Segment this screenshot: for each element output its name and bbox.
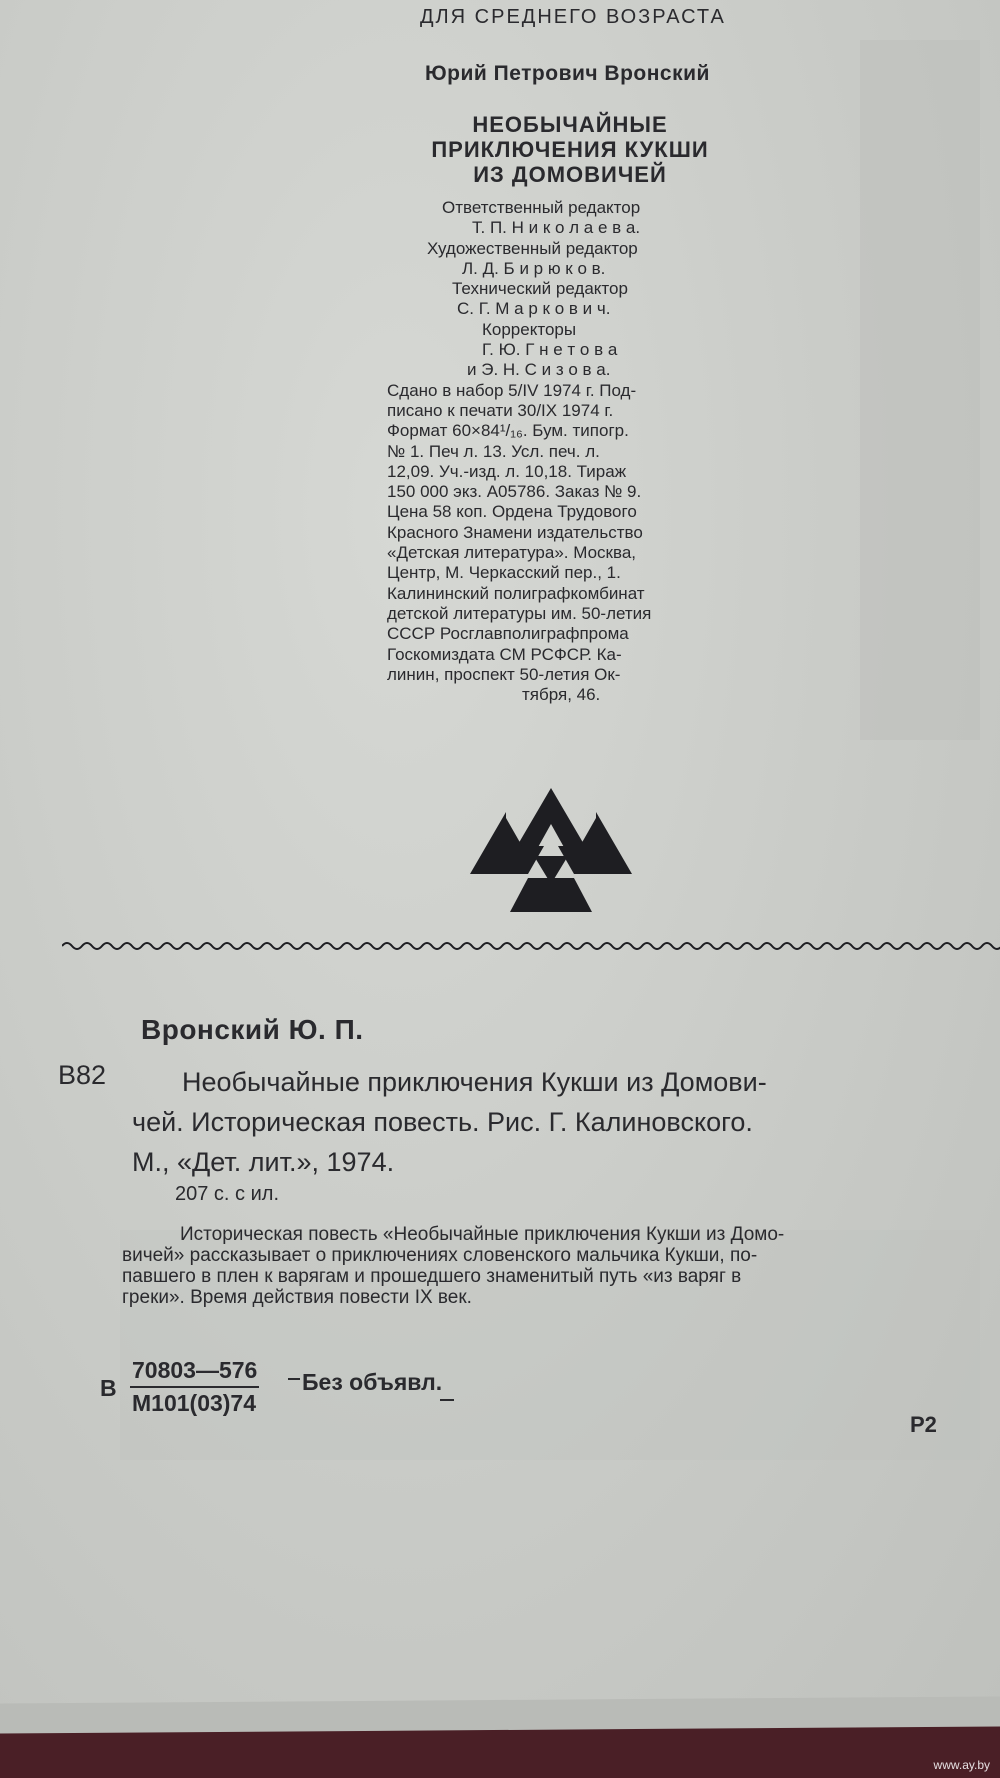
- catalog-line: Необычайные приключения Кукши из Домови-: [182, 1067, 767, 1097]
- annotation-line: греки». Время действия повести IX век.: [122, 1287, 472, 1308]
- catalog-line: М., «Дет. лит.», 1974.: [132, 1147, 395, 1177]
- title-line: ИЗ ДОМОВИЧЕЙ: [473, 162, 667, 187]
- credit-line: детской литературы им. 50-летия: [387, 603, 652, 623]
- credit-line: Г. Ю. Г н е т о в а: [482, 340, 618, 360]
- index-numerator: 70803—576: [130, 1357, 259, 1388]
- credit-line: Цена 58 коп. Ордена Трудового: [387, 502, 637, 522]
- credit-line: Формат 60×84¹/₁₆. Бум. типогр.: [387, 421, 629, 441]
- credit-line: Художественный редактор: [427, 238, 638, 258]
- page-bottom-edge: [0, 1697, 1000, 1734]
- no-advert-underline: [440, 1399, 454, 1401]
- index-letter: В: [100, 1375, 117, 1401]
- credit-line: Корректоры: [482, 319, 577, 339]
- credit-line: Л. Д. Б и р ю к о в.: [462, 258, 606, 278]
- index-fraction: [130, 1357, 259, 1417]
- author-full-name: Юрий Петрович Вронский: [425, 62, 710, 85]
- credit-line: и Э. Н. С и з о в а.: [467, 360, 611, 380]
- credit-line: Ответственный редактор: [442, 198, 641, 217]
- no-advert-label: Без объявл.: [302, 1369, 443, 1395]
- age-group-label: ДЛЯ СРЕДНЕГО ВОЗРАСТА: [420, 6, 726, 28]
- index-dash: [288, 1378, 300, 1380]
- annotation-line: вичей» рассказывает о приключениях словенского мальчика Кукши, по-: [122, 1245, 758, 1266]
- credit-line: «Детская литература». Москва,: [387, 543, 637, 563]
- credit-line: 12,09. Уч.-изд. л. 10,18. Тираж: [387, 461, 627, 481]
- credit-line: Сдано в набор 5/IV 1974 г. Под-: [387, 380, 637, 400]
- title-line: ПРИКЛЮЧЕНИЯ КУКШИ: [431, 137, 709, 162]
- credit-line: 150 000 экз. А05786. Заказ № 9.: [387, 482, 642, 502]
- credit-line: Т. П. Н и к о л а е в а.: [472, 218, 641, 238]
- title-line: НЕОБЫЧАЙНЫЕ: [472, 112, 668, 137]
- wavy-cut-line: [62, 936, 1000, 956]
- credit-line: тября, 46.: [522, 685, 601, 705]
- bleed-through-shadow: [860, 40, 980, 740]
- annotation-text: [122, 1224, 982, 1308]
- catalog-code: В82: [58, 1060, 107, 1090]
- page-count: 207 с. с ил.: [175, 1183, 279, 1205]
- publisher-triangle-emblem-icon: [470, 788, 632, 912]
- credit-line: Красного Знамени издательство: [387, 522, 643, 542]
- credit-line: линин, проспект 50-летия Ок-: [387, 664, 621, 684]
- index-denominator: М101(03)74: [132, 1390, 257, 1416]
- credit-line: Калининский полиграфкомбинат: [387, 583, 645, 603]
- annotation-line: Историческая повесть «Необычайные приключения Кукши из Домо-: [180, 1224, 785, 1245]
- imprint-credits: [387, 198, 767, 705]
- book-title: [390, 112, 750, 187]
- credit-line: № 1. Печ л. 13. Усл. печ. л.: [387, 441, 600, 461]
- credit-line: Госкомиздата СМ РСФСР. Ка-: [387, 644, 622, 664]
- credit-line: Технический редактор: [452, 279, 628, 299]
- credit-line: писано к печати 30/IX 1974 г.: [387, 400, 614, 420]
- p-code: Р2: [910, 1412, 937, 1437]
- site-watermark: www.ay.by: [933, 1758, 990, 1772]
- credit-line: С. Г. М а р к о в и ч.: [457, 299, 611, 319]
- catalog-author: Вронский Ю. П.: [141, 1014, 364, 1045]
- credit-line: Центр, М. Черкасский пер., 1.: [387, 563, 621, 583]
- annotation-line: павшего в плен к варягам и прошедшего знаменитый путь «из варяг в: [122, 1266, 742, 1287]
- catalog-description: [132, 1062, 962, 1182]
- credit-line: СССР Росглавполиграфпрома: [387, 624, 629, 644]
- catalog-line: чей. Историческая повесть. Рис. Г. Калиновского.: [132, 1107, 753, 1137]
